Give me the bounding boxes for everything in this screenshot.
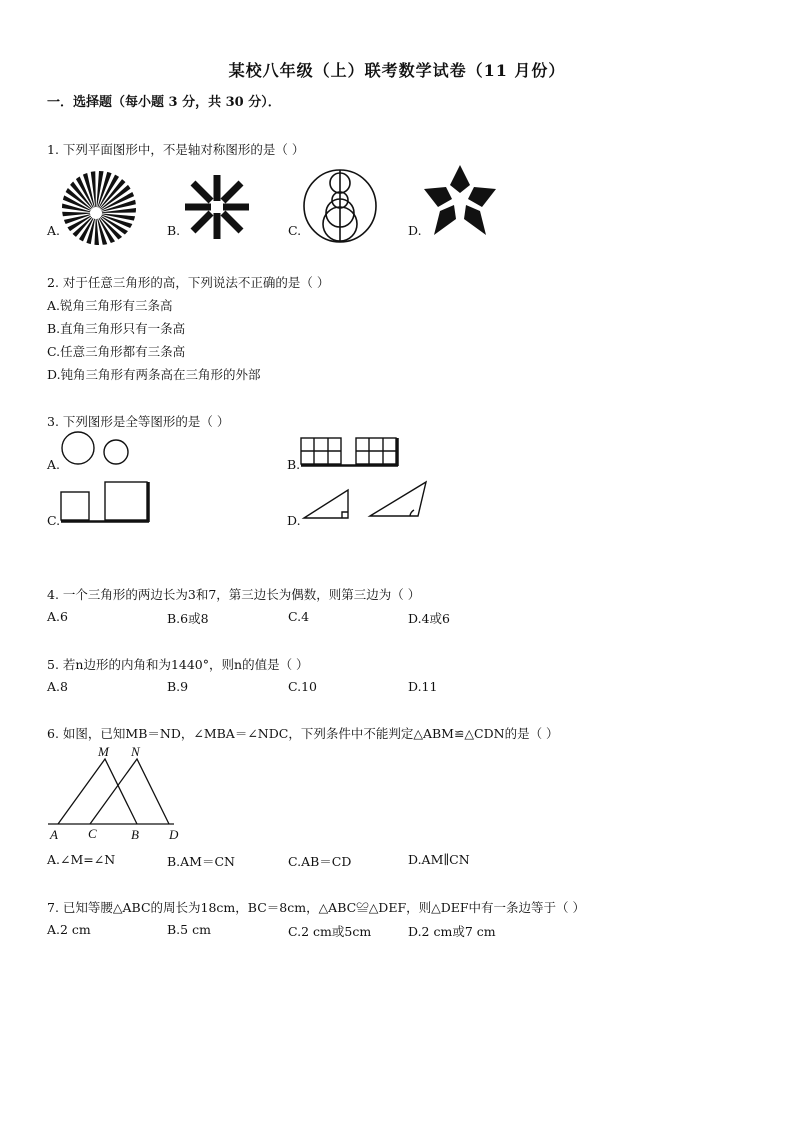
label-b: B: [131, 827, 139, 842]
question-2-stem: 2. 对于任意三角形的高，下列说法不正确的是（ ）: [47, 275, 330, 290]
q5-option-a: A.8: [47, 679, 68, 694]
label-c: C: [88, 826, 97, 841]
q3-option-c-label: C.: [47, 513, 61, 528]
q6-option-d: D.AM∥CN: [408, 852, 470, 867]
q4-option-b: B.6或8: [167, 611, 209, 626]
q6-option-a: A.∠M=∠N: [47, 852, 116, 867]
label-d: D: [169, 827, 179, 842]
q7-option-d: D.2 cm或7 cm: [408, 924, 496, 939]
q1-option-a-label: A.: [47, 223, 61, 238]
question-3-stem: 3. 下列图形是全等图形的是（ ）: [47, 414, 230, 429]
q3-option-d-label: D.: [287, 513, 301, 528]
q3-option-d-triangles-figure: [302, 478, 430, 520]
question-7-stem: 7. 已知等腰△ABC的周长为18cm，BC＝8cm，△ABC≌△DEF，则△DEF中有一条边等于（ ）: [47, 900, 586, 915]
q5-option-c: C.10: [288, 679, 317, 694]
q2-option-b: B.直角三角形只有一条高: [47, 321, 186, 336]
q1-pentagon-star-figure: [422, 163, 498, 237]
q3-option-a-circles-figure: [60, 430, 132, 468]
q7-option-a: A.2 cm: [47, 922, 91, 937]
q5-option-d: D.11: [408, 679, 438, 694]
q1-option-b-label: B.: [167, 223, 181, 238]
q4-option-c: C.4: [288, 609, 310, 624]
question-1-stem: 1. 下列平面图形中，不是轴对称图形的是（ ）: [47, 142, 305, 157]
question-6-stem: 6. 如图，已知MB＝ND，∠MBA＝∠NDC，下列条件中不能判定△ABM≌△CDN的是（ ）: [47, 726, 559, 741]
q1-snowflake-figure: [183, 173, 251, 241]
question-4-stem: 4. 一个三角形的两边长为3和7，第三边长为偶数，则第三边为（ ）: [47, 587, 421, 602]
q4-option-a: A.6: [47, 609, 68, 624]
q3-option-a-label: A.: [47, 457, 61, 472]
q6-option-c: C.AB＝CD: [288, 854, 352, 869]
label-a: A: [50, 827, 58, 842]
q6-triangles-figure: [48, 745, 188, 845]
q1-sunburst-figure: [60, 169, 138, 247]
q7-option-c: C.2 cm或5cm: [288, 924, 372, 939]
q3-option-b-grids-figure: [300, 437, 400, 469]
q4-option-d: D.4或6: [408, 611, 450, 626]
q2-option-c: C.任意三角形都有三条高: [47, 344, 186, 359]
q6-option-b: B.AM＝CN: [167, 854, 235, 869]
label-n: N: [131, 744, 140, 759]
q2-option-a: A.锐角三角形有三条高: [47, 298, 173, 313]
q3-option-c-squares-figure: [60, 480, 152, 525]
q3-option-b-label: B.: [287, 457, 301, 472]
q1-circles-figure: [302, 168, 378, 244]
q1-option-c-label: C.: [288, 223, 302, 238]
q2-option-d: D.钝角三角形有两条高在三角形的外部: [47, 367, 261, 382]
section-heading: 一．选择题（每小题 3 分，共 30 分）．: [47, 95, 281, 110]
q7-option-b: B.5 cm: [167, 922, 211, 937]
q1-option-d-label: D.: [408, 223, 422, 238]
q5-option-b: B.9: [167, 679, 189, 694]
page-title: 某校八年级（上）联考数学试卷（11 月份）: [228, 61, 566, 80]
label-m: M: [98, 744, 109, 759]
question-5-stem: 5. 若n边形的内角和为1440°，则n的值是（ ）: [47, 657, 309, 672]
